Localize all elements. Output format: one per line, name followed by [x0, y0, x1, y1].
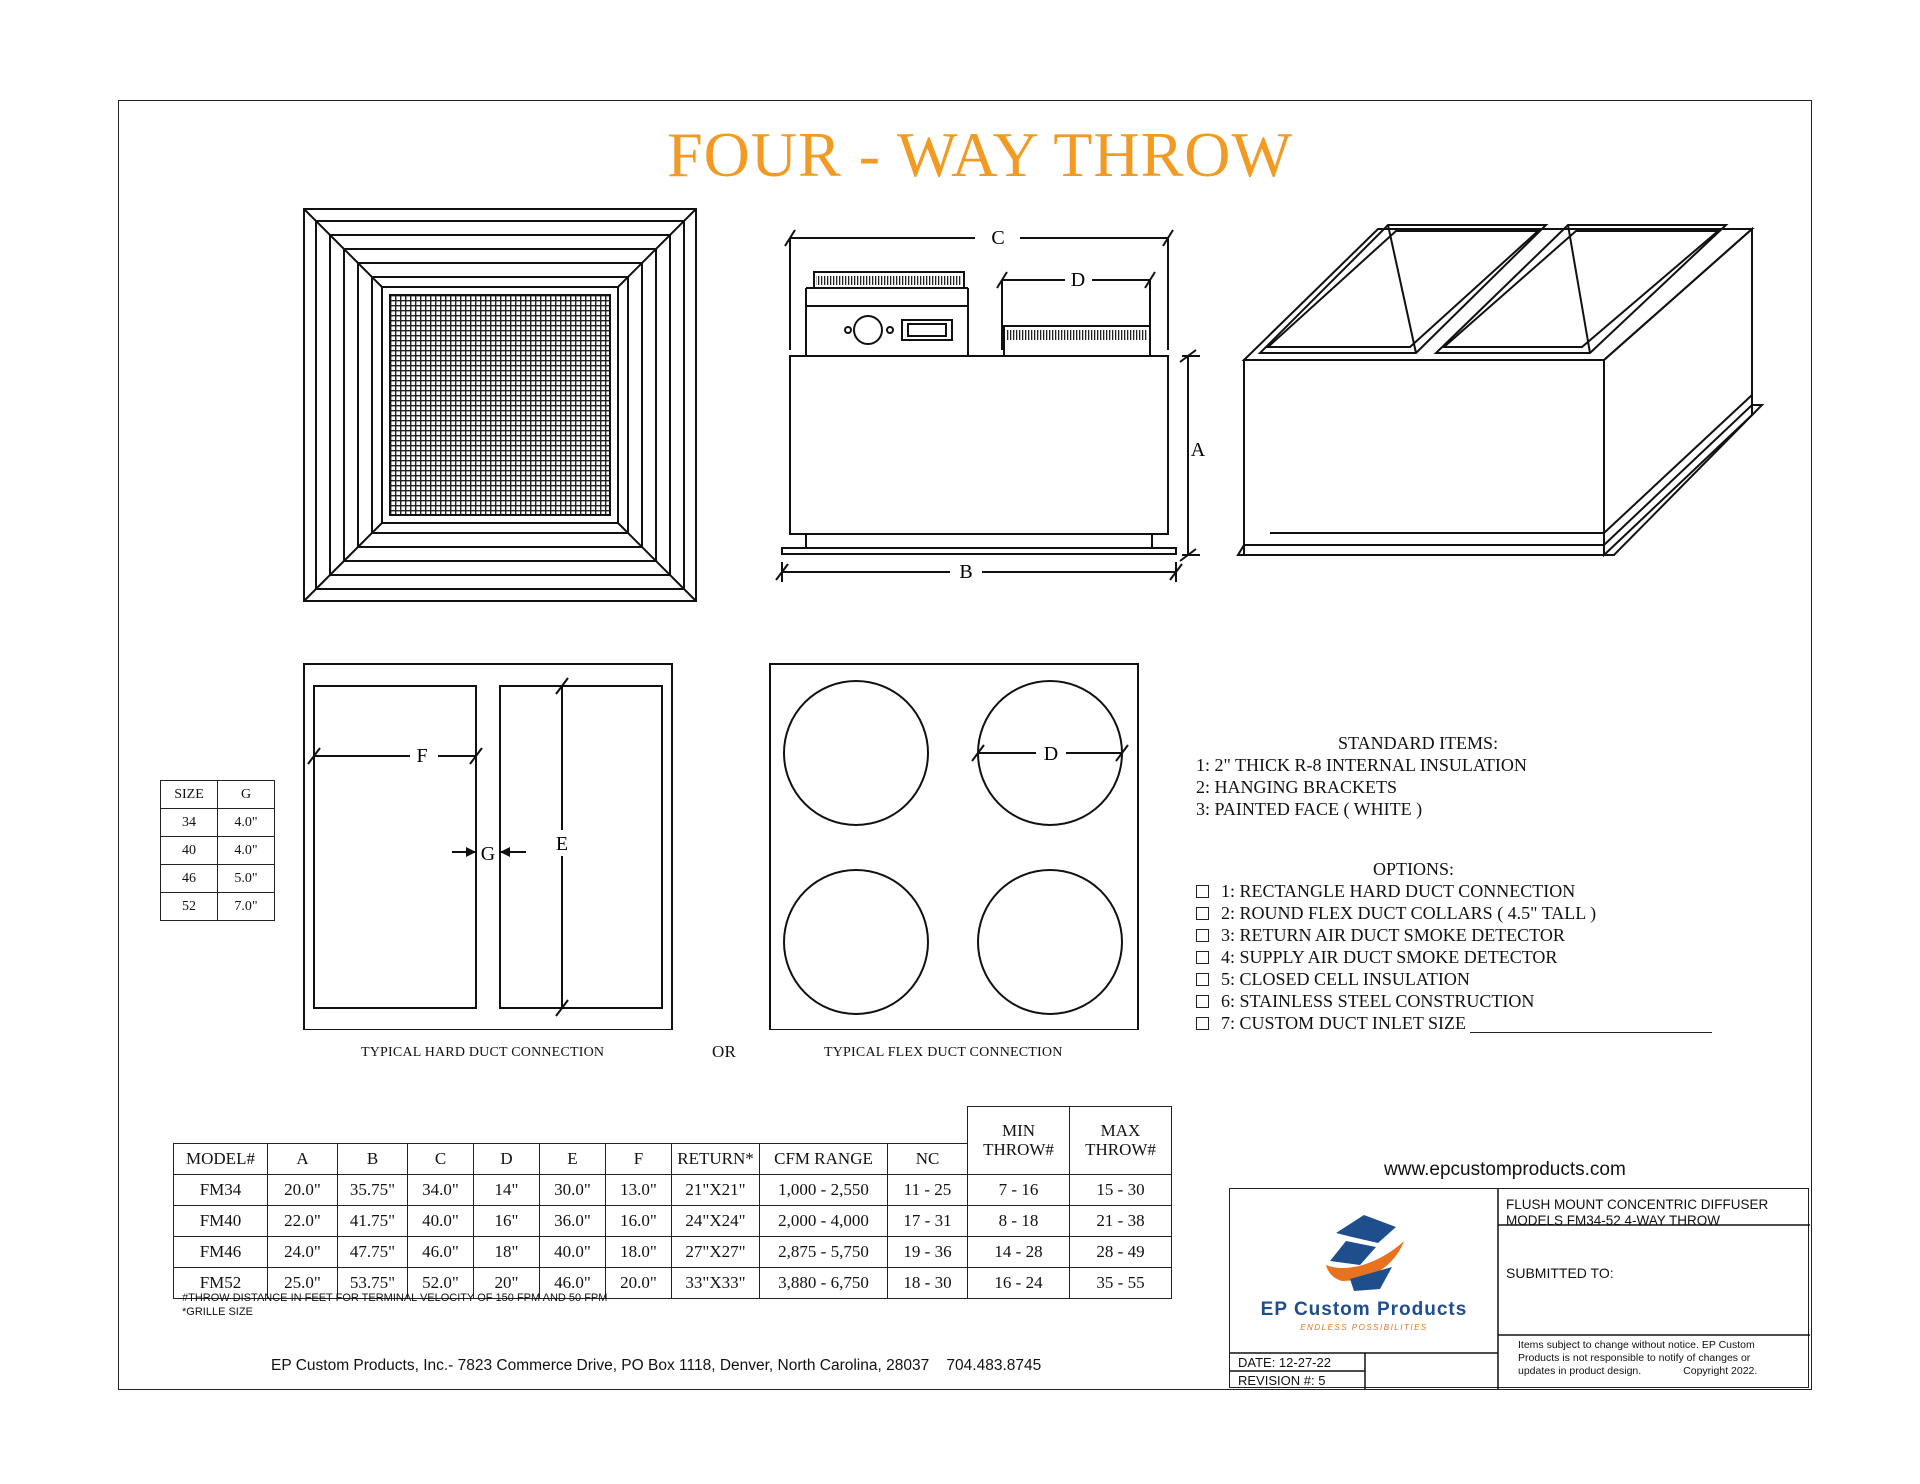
table-header: D — [474, 1143, 540, 1174]
or-label: OR — [712, 1042, 737, 1061]
disclaimer-line: Items subject to change without notice. EP Custom — [1518, 1339, 1755, 1351]
option-checkbox[interactable] — [1196, 929, 1209, 942]
g-size-table — [160, 780, 275, 921]
custom-size-blank[interactable] — [1470, 1014, 1712, 1033]
option-item[interactable] — [1196, 880, 1712, 902]
table-cell: 34.0" — [408, 1174, 474, 1205]
table-header: C — [408, 1143, 474, 1174]
table-cell: 14" — [474, 1174, 540, 1205]
table-row — [174, 1174, 1172, 1205]
list-item: 3: PAINTED FACE ( WHITE ) — [1196, 799, 1423, 819]
table-cell: 30.0" — [540, 1174, 606, 1205]
list-item: 2: HANGING BRACKETS — [1196, 777, 1398, 797]
table-cell: 52.0" — [408, 1267, 474, 1298]
table-cell: 3,880 - 6,750 — [760, 1267, 888, 1298]
table-header: A — [268, 1143, 338, 1174]
table-header: G — [218, 781, 275, 809]
table-cell: 21 - 38 — [1070, 1205, 1172, 1236]
table-cell: 4.0" — [218, 837, 275, 865]
table-cell: 2,000 - 4,000 — [760, 1205, 888, 1236]
table-row — [174, 1205, 1172, 1236]
options-list — [1196, 858, 1712, 1034]
model-spec-table — [173, 1106, 1172, 1299]
isometric-drawing — [1230, 215, 1770, 575]
table-cell: 40 — [161, 837, 218, 865]
table-header: CFM RANGE — [760, 1143, 888, 1174]
table-cell: 11 - 25 — [888, 1174, 968, 1205]
max-throw-header: MAX THROW# — [1070, 1107, 1172, 1175]
revision-field: REVISION #: 5 — [1238, 1373, 1326, 1388]
option-item[interactable] — [1196, 946, 1712, 968]
table-cell: 36.0" — [540, 1205, 606, 1236]
option-label: 7: CUSTOM DUCT INLET SIZE — [1221, 1013, 1467, 1033]
table-header: SIZE — [161, 781, 218, 809]
option-item[interactable] — [1196, 902, 1712, 924]
table-cell: 27"X27" — [672, 1236, 760, 1267]
option-checkbox[interactable] — [1196, 907, 1209, 920]
table-header: NC — [888, 1143, 968, 1174]
table-cell: 13.0" — [606, 1174, 672, 1205]
standard-items-heading: STANDARD ITEMS: — [1338, 733, 1499, 753]
table-cell: 18.0" — [606, 1236, 672, 1267]
grille-footnote: *GRILLE SIZE — [182, 1306, 253, 1318]
company-address: EP Custom Products, Inc.- 7823 Commerce Drive, PO Box 1118, Denver, North Carolina, 28037 704.483.8745 — [271, 1357, 1042, 1374]
option-label: 4: SUPPLY AIR DUCT SMOKE DETECTOR — [1221, 947, 1558, 967]
submitted-to-label: SUBMITTED TO: — [1506, 1265, 1614, 1281]
table-header: F — [606, 1143, 672, 1174]
flex-duct-connection-drawing — [766, 660, 1146, 1030]
disclaimer-line: updates in product design. — [1518, 1365, 1642, 1377]
side-elevation-drawing — [770, 220, 1210, 600]
table-cell: 4.0" — [218, 809, 275, 837]
table-cell: 35 - 55 — [1070, 1267, 1172, 1298]
table-cell: 18" — [474, 1236, 540, 1267]
table-cell: 14 - 28 — [968, 1236, 1070, 1267]
table-cell: 16.0" — [606, 1205, 672, 1236]
table-cell: 8 - 18 — [968, 1205, 1070, 1236]
table-cell: 7 - 16 — [968, 1174, 1070, 1205]
options-heading: OPTIONS: — [1373, 859, 1455, 879]
table-cell: 40.0" — [540, 1236, 606, 1267]
disclaimer-line: Products is not responsible to notify of changes or — [1518, 1352, 1751, 1364]
logo-name: EP Custom Products — [1260, 1299, 1468, 1320]
min-throw-header: MIN THROW# — [968, 1107, 1070, 1175]
table-cell: 24"X24" — [672, 1205, 760, 1236]
list-item: 1: 2" THICK R-8 INTERNAL INSULATION — [1196, 755, 1527, 775]
table-row — [174, 1236, 1172, 1267]
option-checkbox[interactable] — [1196, 995, 1209, 1008]
option-label: 2: ROUND FLEX DUCT COLLARS ( 4.5" TALL ) — [1221, 903, 1597, 923]
product-models: MODELS FM34-52 4-WAY THROW — [1506, 1213, 1721, 1228]
hard-duct-connection-drawing — [300, 660, 680, 1030]
table-cell: FM52 — [174, 1267, 268, 1298]
title-block — [1229, 1188, 1809, 1388]
option-checkbox[interactable] — [1196, 951, 1209, 964]
dim-e-label: E — [555, 833, 569, 855]
table-cell: 41.75" — [338, 1205, 408, 1236]
copyright: Copyright 2022. — [1683, 1365, 1758, 1377]
table-header: E — [540, 1143, 606, 1174]
flex-duct-caption: TYPICAL FLEX DUCT CONNECTION — [824, 1045, 1063, 1060]
diffuser-face-drawing — [300, 205, 700, 605]
table-cell: 24.0" — [268, 1236, 338, 1267]
table-cell: 21"X21" — [672, 1174, 760, 1205]
table-cell: 33"X33" — [672, 1267, 760, 1298]
option-item[interactable] — [1196, 924, 1712, 946]
table-cell: 53.75" — [338, 1267, 408, 1298]
dim-c-label: C — [991, 227, 1005, 249]
table-cell: FM46 — [174, 1236, 268, 1267]
table-header: B — [338, 1143, 408, 1174]
table-header: RETURN* — [672, 1143, 760, 1174]
table-cell: 16" — [474, 1205, 540, 1236]
table-cell: 15 - 30 — [1070, 1174, 1172, 1205]
option-checkbox[interactable] — [1196, 885, 1209, 898]
table-cell: 35.75" — [338, 1174, 408, 1205]
product-name: FLUSH MOUNT CONCENTRIC DIFFUSER — [1506, 1197, 1769, 1212]
table-cell: 5.0" — [218, 865, 275, 893]
page-title: FOUR - WAY THROW — [667, 119, 1293, 190]
table-cell: 1,000 - 2,550 — [760, 1174, 888, 1205]
table-cell: 18 - 30 — [888, 1267, 968, 1298]
table-cell: 47.75" — [338, 1236, 408, 1267]
dim-d2-label: D — [1043, 743, 1059, 765]
option-item[interactable] — [1196, 968, 1712, 990]
table-cell: 28 - 49 — [1070, 1236, 1172, 1267]
table-cell: 22.0" — [268, 1205, 338, 1236]
hard-duct-caption: TYPICAL HARD DUCT CONNECTION — [361, 1045, 605, 1060]
option-item[interactable] — [1196, 990, 1712, 1012]
dim-f-label: F — [416, 745, 428, 767]
table-cell: 17 - 31 — [888, 1205, 968, 1236]
dim-a-label: A — [1190, 439, 1206, 461]
option-label: 5: CLOSED CELL INSULATION — [1221, 969, 1470, 989]
date-field: DATE: 12-27-22 — [1238, 1355, 1331, 1370]
dim-d-label: D — [1070, 269, 1086, 291]
standard-items — [1196, 732, 1527, 820]
throw-footnote: #THROW DISTANCE IN FEET FOR TERMINAL VELOCITY OF 150 FPM AND 50 FPM — [182, 1292, 608, 1304]
option-checkbox[interactable] — [1196, 1017, 1209, 1030]
table-cell: FM34 — [174, 1174, 268, 1205]
table-cell: 34 — [161, 809, 218, 837]
table-cell: 46.0" — [540, 1267, 606, 1298]
option-label: 1: RECTANGLE HARD DUCT CONNECTION — [1221, 881, 1576, 901]
company-logo-icon — [1316, 1207, 1412, 1295]
table-cell: 25.0" — [268, 1267, 338, 1298]
table-cell: 20.0" — [606, 1267, 672, 1298]
option-label: 6: STAINLESS STEEL CONSTRUCTION — [1221, 991, 1535, 1011]
website-link[interactable]: www.epcustomproducts.com — [1384, 1159, 1626, 1180]
option-label: 3: RETURN AIR DUCT SMOKE DETECTOR — [1221, 925, 1565, 945]
table-cell: 40.0" — [408, 1205, 474, 1236]
table-cell: 2,875 - 5,750 — [760, 1236, 888, 1267]
logo-tagline: ENDLESS POSSIBILITIES — [1300, 1323, 1428, 1332]
table-cell: 16 - 24 — [968, 1267, 1070, 1298]
table-cell: FM40 — [174, 1205, 268, 1236]
option-checkbox[interactable] — [1196, 973, 1209, 986]
table-cell: 52 — [161, 893, 218, 921]
dim-g-label: G — [480, 843, 496, 865]
option-item[interactable] — [1196, 1012, 1712, 1034]
dim-b-label: B — [959, 561, 973, 583]
table-cell: 7.0" — [218, 893, 275, 921]
table-cell: 19 - 36 — [888, 1236, 968, 1267]
table-cell: 46 — [161, 865, 218, 893]
table-cell: 20" — [474, 1267, 540, 1298]
table-header: MODEL# — [174, 1143, 268, 1174]
table-cell: 46.0" — [408, 1236, 474, 1267]
table-cell: 20.0" — [268, 1174, 338, 1205]
